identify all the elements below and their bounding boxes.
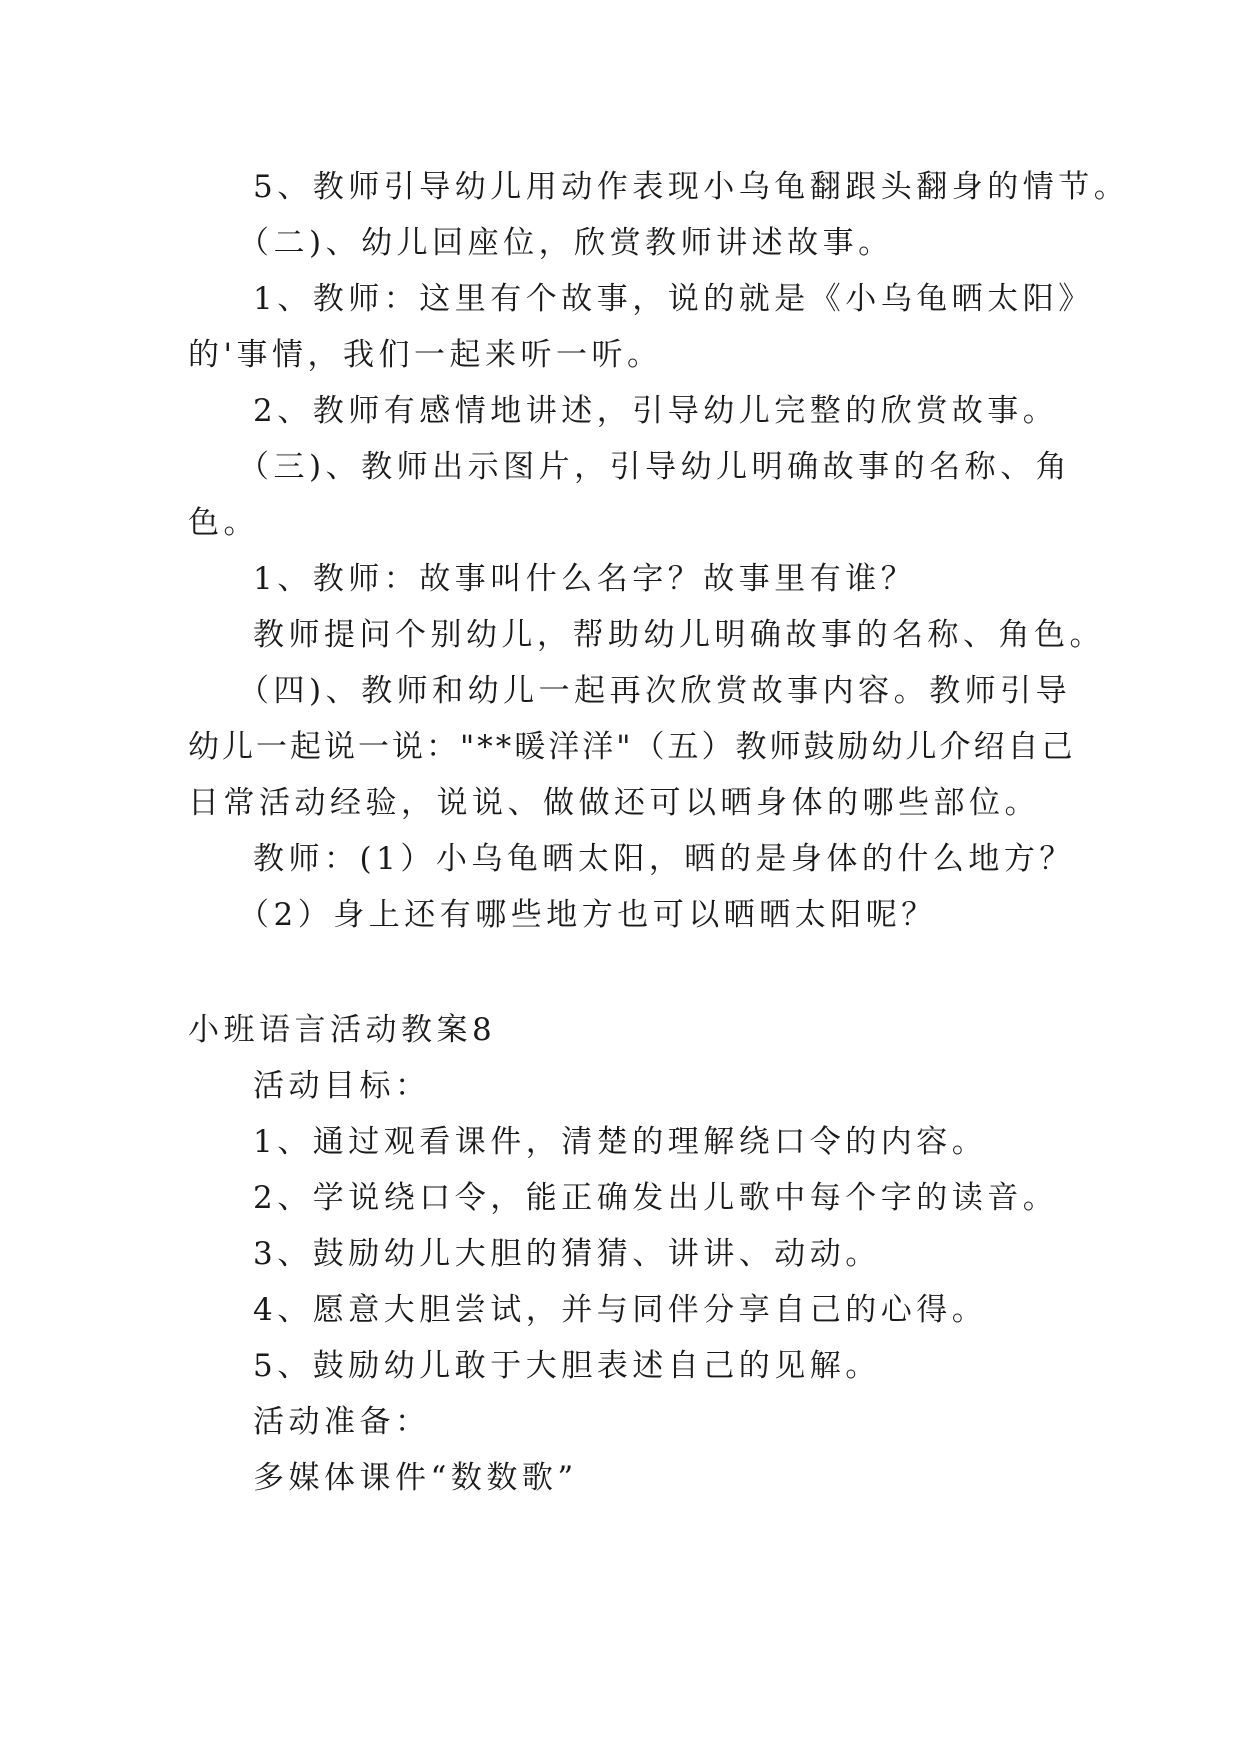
paragraph-line: 多媒体课件“数数歌” <box>253 1460 578 1496</box>
document-title: 小班语言活动教案8 <box>188 1012 497 1048</box>
paragraph-line: 的'事情，我们一起来听一听。 <box>188 337 663 373</box>
list-item: 1、通过观看课件，清楚的理解绕口令的内容。 <box>253 1124 988 1160</box>
paragraph-line: 1、教师：故事叫什么名字？故事里有谁？ <box>253 561 917 597</box>
paragraph-line: 日常活动经验，说说、做做还可以晒身体的哪些部位。 <box>188 785 1040 821</box>
list-item: 3、鼓励幼儿大胆的猜猜、讲讲、动动。 <box>253 1236 881 1272</box>
list-item: 5、鼓励幼儿敢于大胆表述自己的见解。 <box>253 1348 881 1384</box>
paragraph-line: 5、教师引导幼儿用动作表现小乌龟翻跟头翻身的情节。 <box>253 169 1130 205</box>
list-item: 4、愿意大胆尝试，并与同伴分享自己的心得。 <box>253 1292 988 1328</box>
paragraph-line: 教师：(1）小乌龟晒太阳，晒的是身体的什么地方？ <box>253 841 1075 877</box>
section-heading: （三)、教师出示图片，引导幼儿明确故事的名称、角 <box>238 449 1072 485</box>
section-heading: （四)、教师和幼儿一起再次欣赏故事内容。教师引导 <box>238 673 1072 709</box>
paragraph-line: 幼儿一起说一说："**暖洋洋"（五）教师鼓励幼儿介绍自己 <box>188 729 1076 765</box>
section-heading: 活动目标： <box>253 1068 431 1104</box>
section-heading: （二)、幼儿回座位，欣赏教师讲述故事。 <box>238 225 894 261</box>
paragraph-line: 教师提问个别幼儿，帮助幼儿明确故事的名称、角色。 <box>253 617 1105 653</box>
paragraph-line: 2、教师有感情地讲述，引导幼儿完整的欣赏故事。 <box>253 393 1059 429</box>
paragraph-line: 1、教师：这里有个故事，说的就是《小乌龟晒太阳》 <box>253 281 1094 317</box>
list-item: 2、学说绕口令，能正确发出儿歌中每个字的读音。 <box>253 1180 1059 1216</box>
section-heading: 活动准备： <box>253 1404 431 1440</box>
paragraph-line: 色。 <box>188 505 259 541</box>
paragraph-line: （2）身上还有哪些地方也可以晒晒太阳呢？ <box>238 897 937 933</box>
